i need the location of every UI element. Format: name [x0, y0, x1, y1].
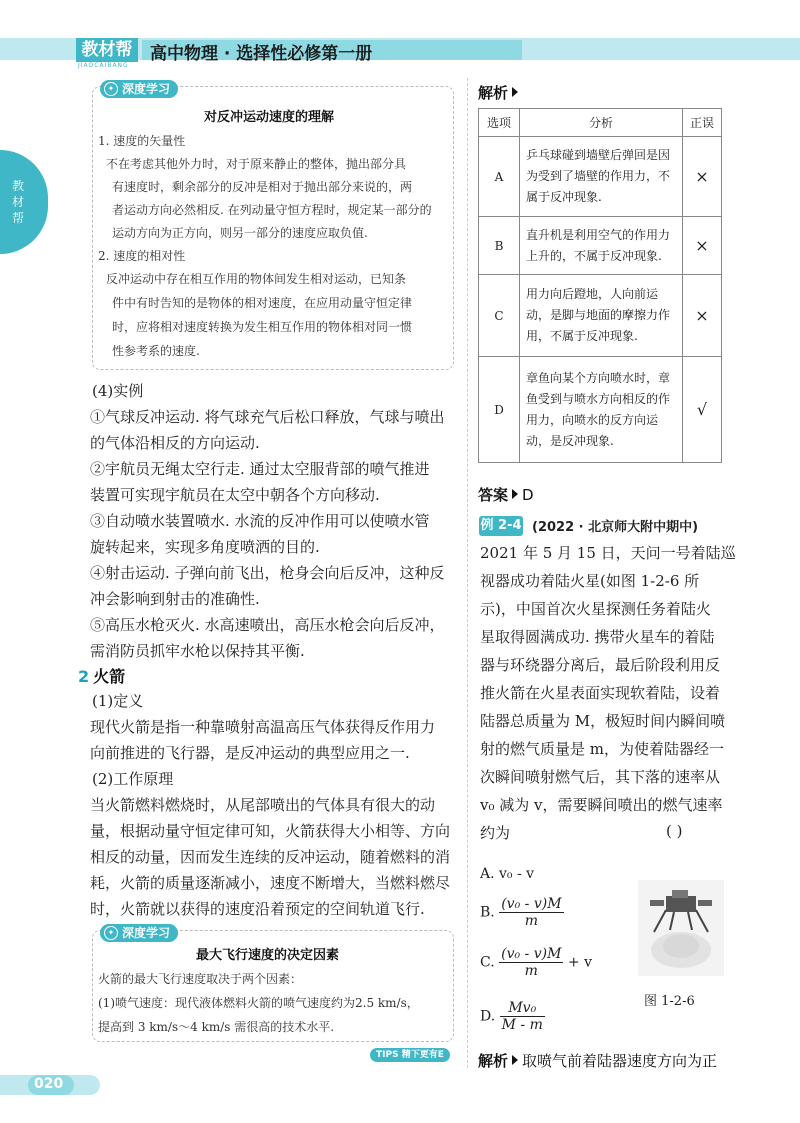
table-row [479, 137, 722, 217]
deep-study-line: 1. 速度的矢量性 [98, 134, 186, 148]
example-line: ⑤高压水枪灭火. 水高速喷出，高压水枪会向后反冲， [90, 616, 445, 634]
lightbulb-icon: ✦ [104, 82, 118, 96]
table-cell-analysis: 章鱼向某个方向喷水时，章鱼受到与喷水方向相反的作用力，向喷水的反方向运动，是反冲现象. [520, 357, 683, 463]
example-line: ②宇航员无绳太空行走. 通过太空服背部的喷气推进 [90, 460, 430, 478]
problem-line: 2021 年 5 月 15 日，天问一号着陆巡 [480, 544, 736, 562]
deep-study-line: 不在考虑其他外力时，对于原来静止的整体，抛出部分具 [106, 157, 407, 171]
problem-line: 射的燃气质量是 m，为使着陆器经一 [480, 740, 724, 758]
arrow-right-icon [512, 87, 518, 97]
example-tag: 例 2-4 [479, 516, 523, 536]
table-header: 分析 [520, 109, 683, 137]
deep-study-line: (1)喷气速度：现代液体燃料火箭的喷气速度约为2.5 km/s， [98, 996, 419, 1010]
table-cell-analysis: 直升机是利用空气的作用力上升的，不属于反冲现象. [520, 217, 683, 275]
example-line: 冲会影响到射击的准确性. [90, 590, 260, 608]
principle-line: 当火箭燃料燃烧时，从尾部喷出的气体具有很大的动 [90, 796, 436, 814]
option-d-label: D. [480, 1008, 496, 1025]
problem-line: 次瞬间喷射燃气后，其下落的速率从 [480, 768, 721, 786]
problem-line: 视器成功着陆火星(如图 1-2-6 所 [480, 572, 700, 590]
fraction-numerator: Mv₀ [500, 1000, 545, 1017]
analysis-table [478, 108, 722, 463]
example-line: 的气体沿相反的方向运动. [90, 434, 260, 452]
fraction-denominator: m [524, 913, 538, 929]
table-cell-verdict: × [683, 217, 722, 275]
option-c-suffix: + v [567, 954, 592, 971]
table-cell-option: D [479, 357, 520, 463]
fraction [499, 946, 563, 979]
table-header: 选项 [479, 109, 520, 137]
option-d [480, 1000, 545, 1033]
example-line: 旋转起来，实现多角度喷洒的目的. [90, 538, 320, 556]
deep-study-tag-label: 深度学习 [122, 82, 171, 96]
page-header [0, 0, 800, 69]
definition-heading: (1)定义 [92, 692, 144, 710]
analysis-label-text: 解析 [478, 84, 509, 102]
problem-line: 推火箭在火星表面实现软着陆，设着 [480, 684, 721, 702]
table-header-row [479, 109, 722, 137]
fraction-denominator: M - m [501, 1017, 543, 1033]
example-line: ③自动喷水装置喷水. 水流的反冲作用可以使喷水管 [90, 512, 430, 530]
answer-label-text: 答案 [478, 486, 509, 504]
table-cell-analysis: 用力向后蹬地，人向前运动，是脚与地面的摩擦力作用，不属于反冲现象. [520, 275, 683, 357]
table-row [479, 217, 722, 275]
deep-study-line: 件中有时告知的是物体的相对速度，在应用动量守恒定律 [112, 296, 413, 310]
example-line: 装置可实现宇航员在太空中朝各个方向移动. [90, 486, 380, 504]
figure-caption: 图 1-2-6 [644, 994, 695, 1009]
fraction [499, 896, 563, 929]
deep-study-line: 时，应将相对速度转换为发生相互作用的物体相对同一惯 [112, 320, 413, 334]
fraction-numerator: (v₀ - v)M [501, 896, 562, 912]
section-title: 火箭 [93, 667, 126, 686]
tips-badge: TIPS 精下更有E [370, 1048, 450, 1062]
example-line: 需消防员抓牢水枪以保持其平衡. [90, 642, 305, 660]
problem-line: v₀ 减为 v，需要瞬间喷出的燃气速率 [480, 796, 723, 814]
arrow-right-icon [512, 489, 518, 499]
example-source: (2022 · 北京师大附中期中) [532, 520, 699, 535]
answer-value: D [522, 486, 534, 504]
deep-study-line: 性参考系的速度. [112, 344, 200, 358]
principle-heading: (2)工作原理 [92, 770, 174, 788]
option-c [480, 946, 592, 979]
deep-study-line: 者运动方向必然相反. 在列动量守恒方程时，规定某一部分的 [112, 203, 432, 217]
deep-study-line: 运动方向为正方向，则另一部分的速度应取负值. [112, 226, 368, 240]
deep-study-line: 火箭的最大飞行速度取决于两个因素： [98, 972, 303, 986]
table-row [479, 357, 722, 463]
analysis-label-2 [478, 1050, 717, 1071]
table-row [479, 275, 722, 357]
book-title: 高中物理 · 选择性必修第一册 [150, 44, 373, 64]
examples-heading: (4)实例 [92, 382, 144, 400]
example-line: ④射击运动. 子弹向前飞出，枪身会向后反冲，这种反 [90, 564, 445, 582]
problem-line: 星取得圆满成功. 携带火星车的着陆 [480, 628, 715, 646]
option-b [480, 896, 564, 929]
table-cell-option: C [479, 275, 520, 357]
page-number: 020 [34, 1076, 64, 1092]
table-cell-option: B [479, 217, 520, 275]
analysis-label [478, 82, 518, 103]
section-number: 2 [78, 667, 90, 686]
lander-figure-image [638, 880, 724, 976]
principle-line: 量，根据动量守恒定律可知，火箭获得大小相等、方向 [90, 822, 451, 840]
option-b-label: B. [480, 904, 495, 921]
example-line: ①气球反冲运动. 将气球充气后松口释放，气球与喷出 [90, 408, 445, 426]
table-cell-analysis: 乒乓球碰到墙壁后弹回是因为受到了墙壁的作用力，不属于反冲现象. [520, 137, 683, 217]
problem-line: 示)，中国首次火星探测任务着陆火 [480, 600, 711, 618]
lightbulb-icon: ✦ [104, 926, 118, 940]
table-cell-verdict: × [683, 137, 722, 217]
option-a: A. v₀ - v [480, 866, 535, 882]
arrow-right-icon [512, 1055, 518, 1065]
analysis-label-text: 解析 [478, 1052, 509, 1070]
deep-study-tag-2 [100, 924, 178, 942]
brand-subtitle: JIAOCAIBANG [78, 62, 129, 69]
principle-line: 耗，火箭的质量逐渐减小，速度不断增大，当燃料燃尽 [90, 874, 451, 892]
side-tab-label: 教材帮 [11, 179, 24, 225]
deep-study-tag-label: 深度学习 [122, 926, 171, 940]
definition-line: 现代火箭是指一种靠喷射高温高压气体获得反作用力 [90, 718, 436, 736]
principle-line: 时，火箭就以获得的速度沿着预定的空间轨道飞行. [90, 900, 425, 918]
table-cell-verdict: √ [683, 357, 722, 463]
problem-line: 陆器总质量为 M，极短时间内瞬间喷 [480, 712, 726, 730]
deep-study-line: 2. 速度的相对性 [98, 249, 186, 263]
table-header: 正误 [683, 109, 722, 137]
column-divider [467, 78, 468, 1068]
deep-study-tag-1 [100, 80, 178, 98]
fraction-numerator: (v₀ - v)M [501, 946, 562, 962]
problem-line: 约为 [480, 824, 511, 842]
deep-study-title-1: 对反冲运动速度的理解 [204, 110, 335, 125]
fraction [500, 1000, 545, 1033]
brand-logo: 教材帮 [76, 38, 138, 62]
analysis-text: 取喷气前着陆器速度方向为正 [522, 1052, 718, 1070]
option-c-label: C. [480, 954, 495, 971]
deep-study-line: 有速度时，剩余部分的反冲是相对于抛出部分来说的，两 [112, 180, 413, 194]
answer-blank: ( ) [666, 822, 683, 840]
fraction-denominator: m [524, 963, 538, 979]
table-cell-verdict: × [683, 275, 722, 357]
table-cell-option: A [479, 137, 520, 217]
section-heading-rocket [78, 664, 125, 687]
deep-study-title-2: 最大飞行速度的决定因素 [196, 948, 340, 963]
definition-line: 向前推进的飞行器，是反冲运动的典型应用之一. [90, 744, 410, 762]
problem-line: 器与环绕器分离后，最后阶段利用反 [480, 656, 721, 674]
answer-label [478, 484, 534, 505]
deep-study-line: 反冲运动中存在相互作用的物体间发生相对运动，已知条 [106, 272, 407, 286]
deep-study-line: 提高到 3 km/s～4 km/s 需很高的技术水平. [98, 1020, 335, 1034]
principle-line: 相反的动量，因而发生连续的反冲运动，随着燃料的消 [90, 848, 451, 866]
